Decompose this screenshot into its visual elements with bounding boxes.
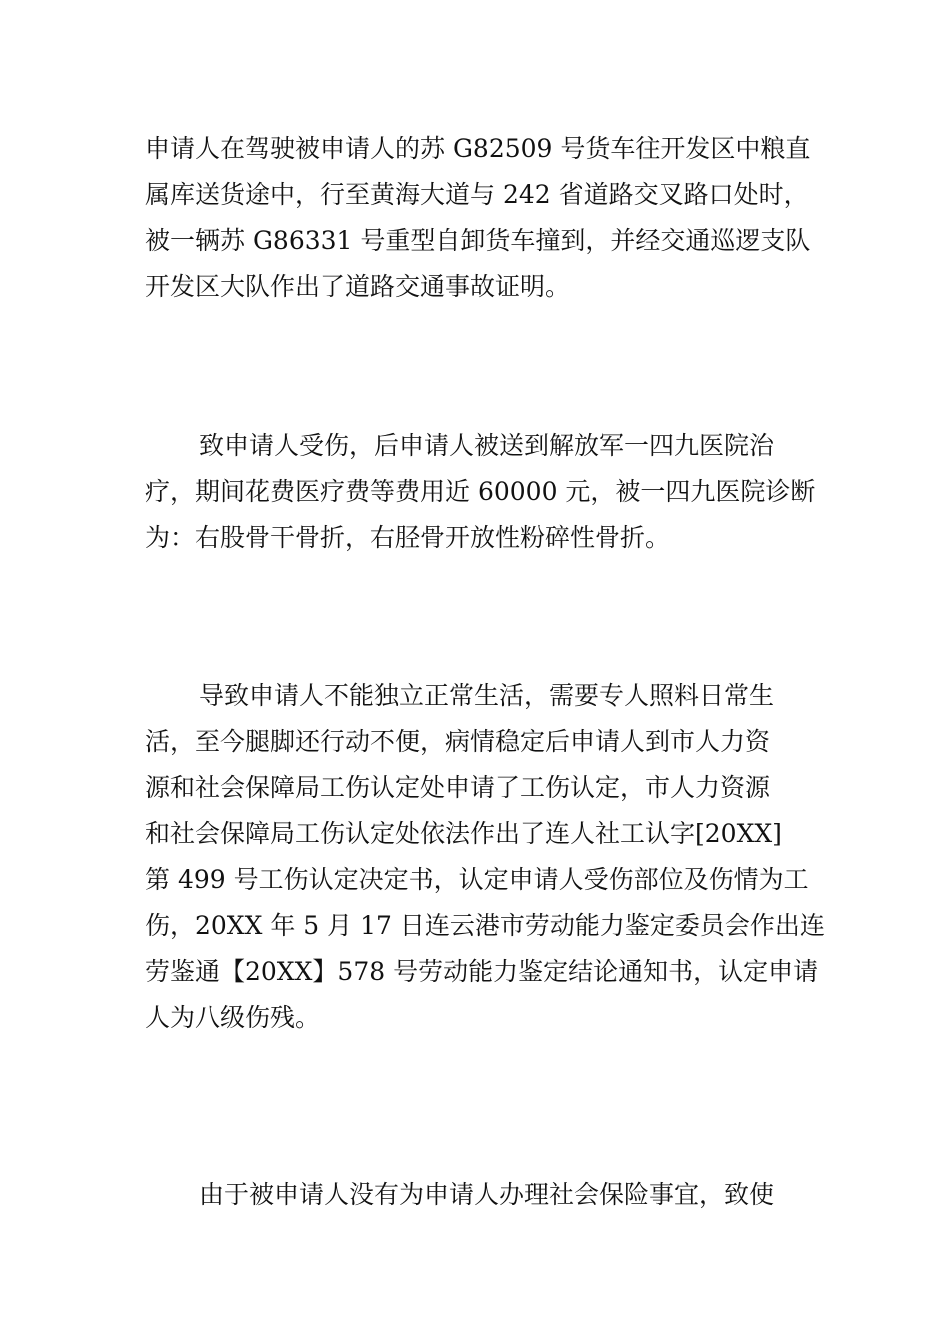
text-line: 伤，20XX 年 5 月 17 日连云港市劳动能力鉴定委员会作出连 xyxy=(145,911,825,940)
text-line: 属库送货途中，行至黄海大道与 242 省道路交叉路口处时， xyxy=(145,180,809,209)
text-line: 活，至今腿脚还行动不便，病情稳定后申请人到市人力资 xyxy=(145,727,771,756)
paragraph-social-insurance xyxy=(145,1172,815,1218)
text-line: 第 499 号工伤认定决定书，认定申请人受伤部位及伤情为工 xyxy=(145,865,809,894)
text-line: 源和社会保障局工伤认定处申请了工伤认定，市人力资源 xyxy=(145,773,771,802)
text-line: 由于被申请人没有为申请人办理社会保险事宜，致使 xyxy=(199,1180,775,1209)
text-line: 人为八级伤残。 xyxy=(145,1003,321,1032)
text-line: 被一辆苏 G86331 号重型自卸货车撞到，并经交通巡逻支队 xyxy=(145,226,811,255)
paragraph-work-injury-determination xyxy=(145,673,825,1041)
paragraph-accident xyxy=(145,126,815,310)
text-line: 疗，期间花费医疗费等费用近 60000 元，被一四九医院诊断 xyxy=(145,477,816,506)
paragraph-injury xyxy=(145,423,815,561)
text-line: 和社会保障局工伤认定处依法作出了连人社工认字[20XX] xyxy=(145,819,782,848)
text-line: 导致申请人不能独立正常生活，需要专人照料日常生 xyxy=(199,681,775,710)
text-line: 开发区大队作出了道路交通事故证明。 xyxy=(145,272,571,301)
text-line: 致申请人受伤，后申请人被送到解放军一四九医院治 xyxy=(199,431,775,460)
text-line: 劳鉴通【20XX】578 号劳动能力鉴定结论通知书，认定申请 xyxy=(145,957,819,986)
text-line: 申请人在驾驶被申请人的苏 G82509 号货车往开发区中粮直 xyxy=(145,134,811,163)
text-line: 为：右股骨干骨折，右胫骨开放性粉碎性骨折。 xyxy=(145,523,671,552)
